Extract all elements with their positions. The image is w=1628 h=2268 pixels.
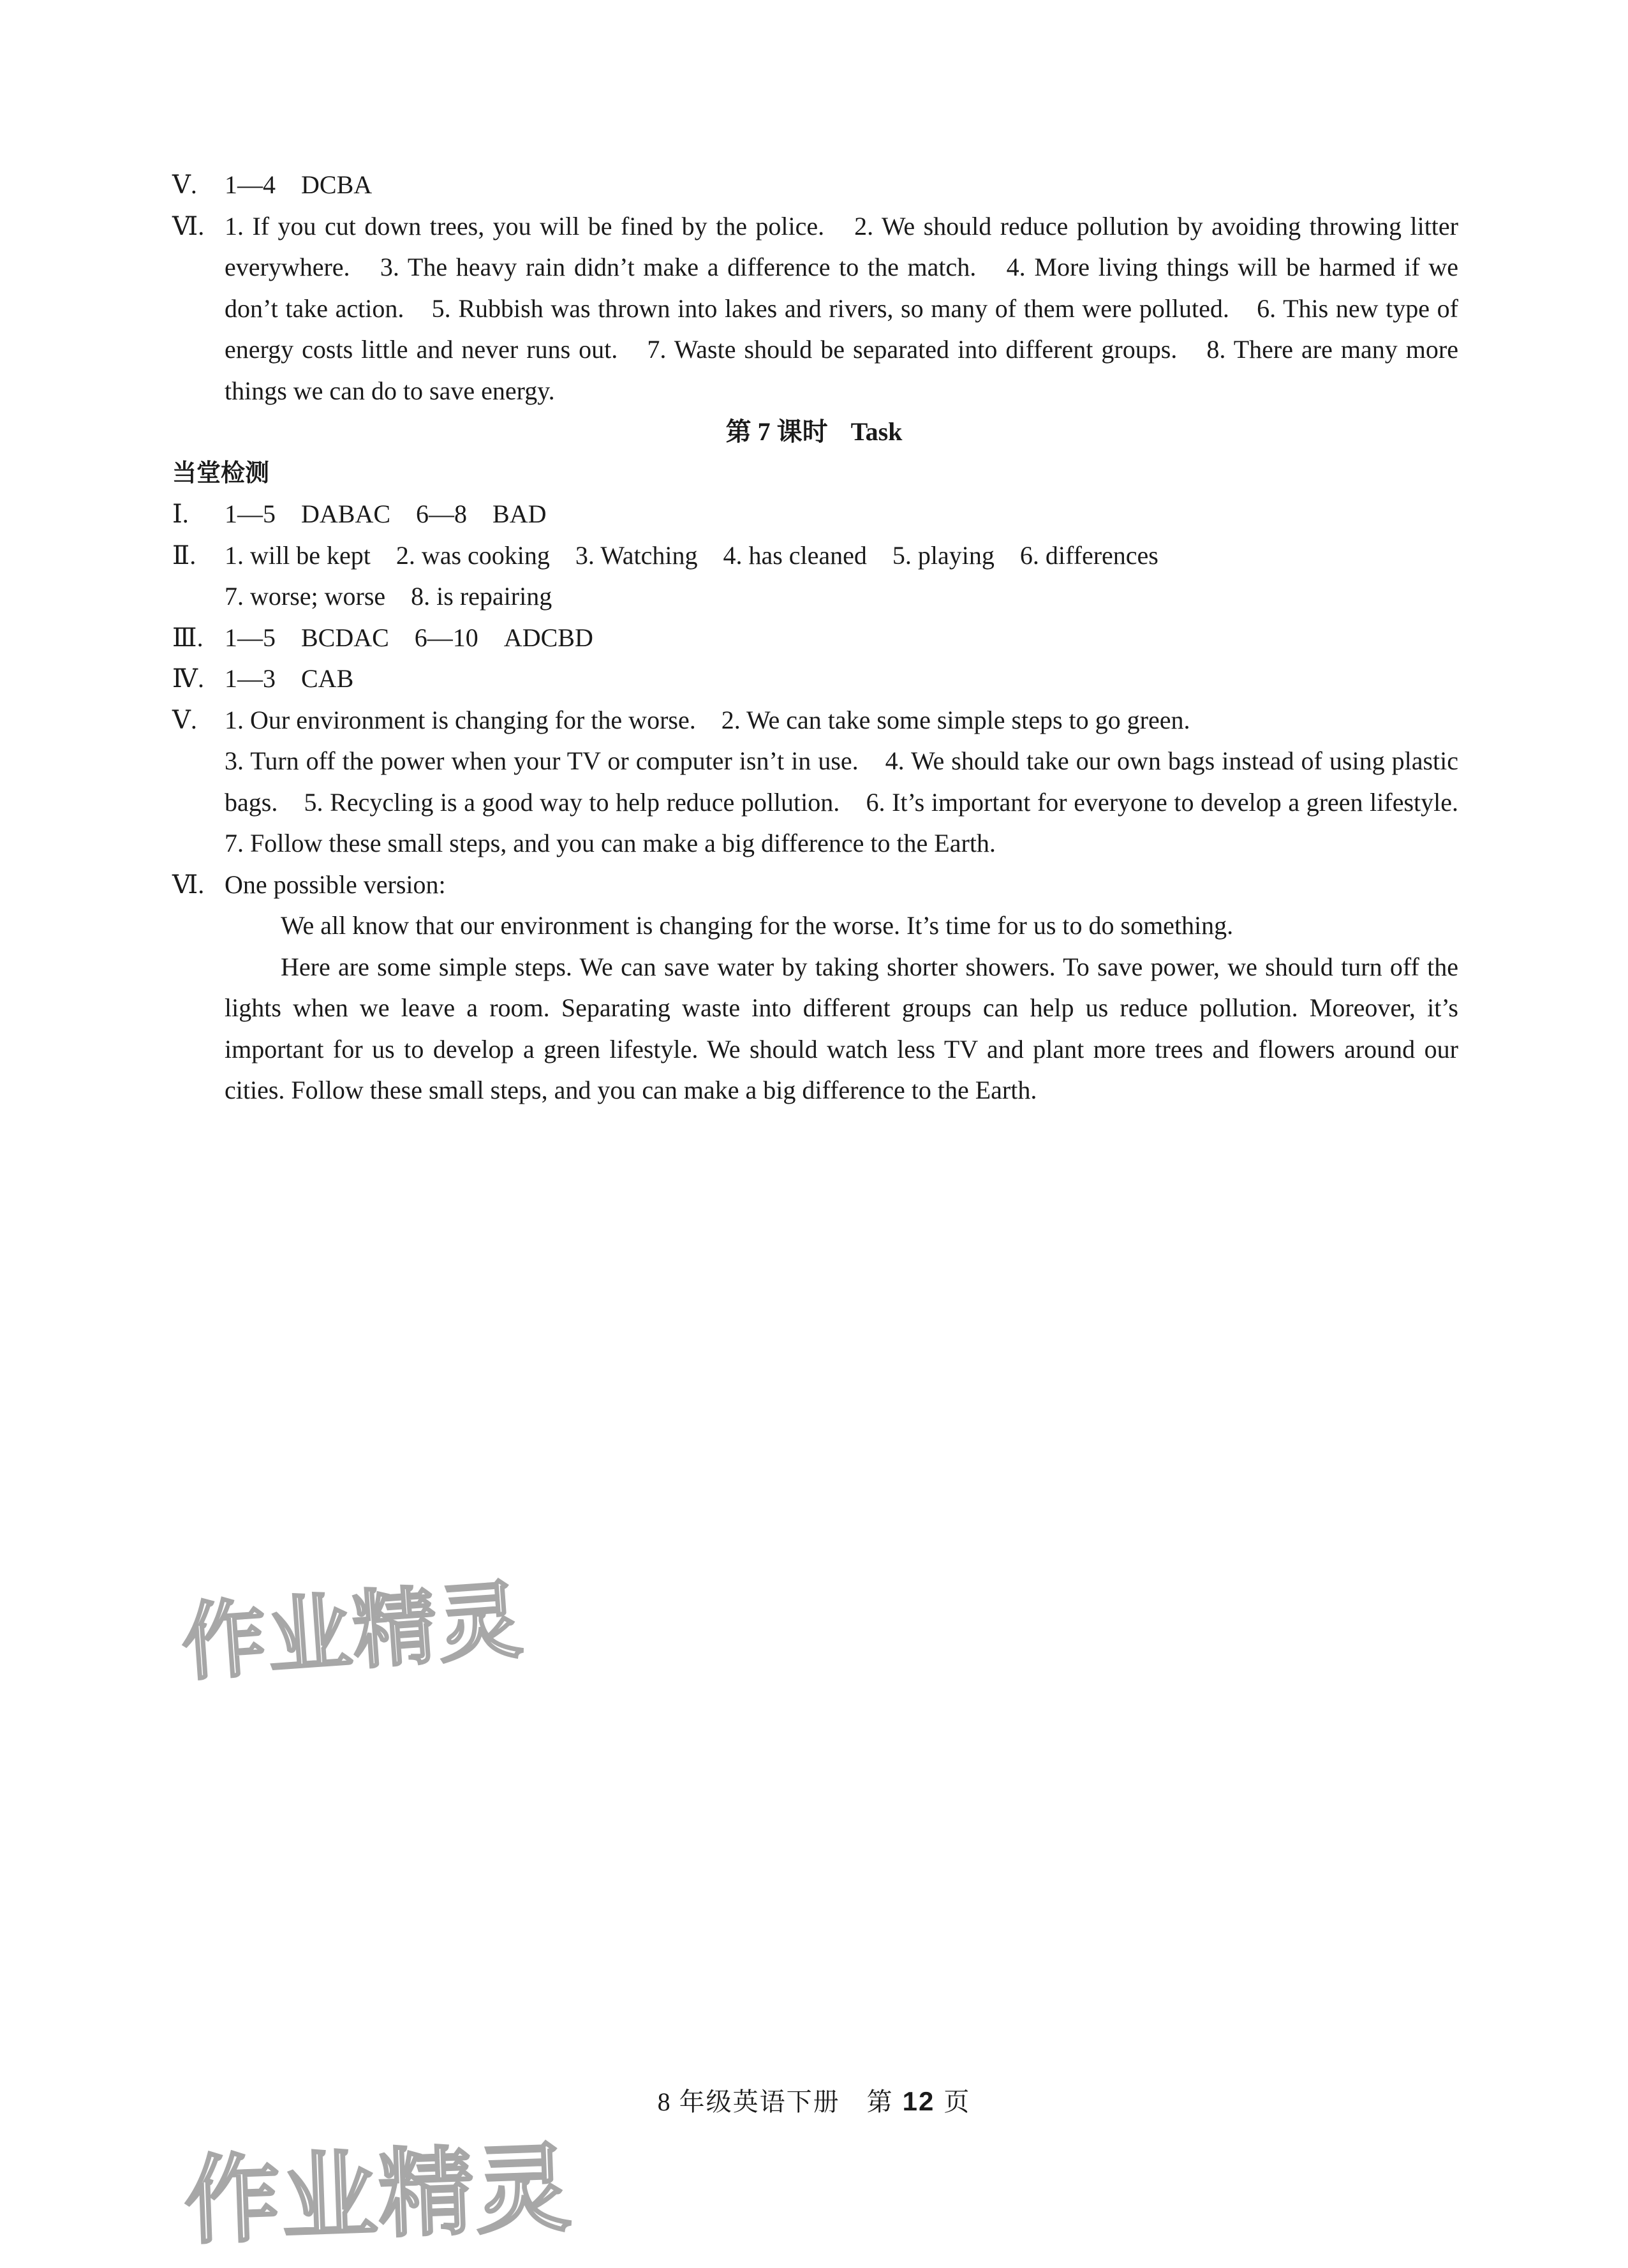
footer-suffix: 页 xyxy=(944,2087,971,2116)
watermark-logo: 作业精灵 xyxy=(179,1571,527,1693)
answer-i xyxy=(172,494,1458,535)
roman-numeral: Ⅱ. xyxy=(172,540,196,570)
essay-paragraph: We all know that our environment is changing for the worse. It’s time for us to do something. xyxy=(281,911,1234,940)
answer-text: 1. If you cut down trees, you will be fined by the police. 2. We should reduce pollution by avoiding throwing litter everywhere. 3. The heavy rain didn’t make a difference to the match. 4. More living things will be harmed if we don’t take action. 5. Rubbish was thrown into lakes and rivers, so many of them were polluted. 6. This new type of energy costs little and never runs out. 7. Waste should be separated into different groups. 8. There are many more things we can do to save energy. xyxy=(225,211,1458,405)
answer-line: 1. will be kept 2. was cooking 3. Watching 4. has cleaned 5. playing 6. differences xyxy=(225,540,1158,570)
page-footer xyxy=(0,2081,1628,2123)
answer-text: 1—3 CAB xyxy=(225,664,354,693)
previous-answers xyxy=(172,165,1458,411)
answer-line: 7. worse; worse 8. is repairing xyxy=(225,582,552,611)
answer-vi-prev xyxy=(172,206,1458,412)
answer-ii xyxy=(172,535,1458,618)
roman-numeral: Ⅰ. xyxy=(172,500,189,528)
answer-line: 1. Our environment is changing for the worse. 2. We can take some simple steps to go green. xyxy=(225,705,1190,734)
answer-v-prev xyxy=(172,165,1458,206)
lesson-title xyxy=(0,411,1628,453)
watermark-logo: 作业精灵 xyxy=(182,2133,574,2258)
roman-numeral: Ⅵ. xyxy=(172,870,205,899)
lesson-title-en: Task xyxy=(850,417,903,446)
answer-vi xyxy=(172,864,1458,1111)
roman-numeral: Ⅲ. xyxy=(172,623,204,652)
roman-numeral: Ⅳ. xyxy=(172,664,204,693)
answer-iii xyxy=(172,618,1458,659)
lesson-title-cn: 第 7 课时 xyxy=(725,417,828,446)
footer-prefix: 8 年级英语下册 第 xyxy=(657,2087,894,2116)
page-number: 12 xyxy=(902,2086,935,2116)
essay-paragraph: Here are some simple steps. We can save water by taking shorter showers. To save power, we should turn off the lights when we leave a room. Separating waste into different groups can help us reduce pollution. Moreover, it’s important for us to develop a green lifestyle. We should watch less TV and plant more trees and flowers around our cities. Follow these small steps, and you can make a big difference to the Earth. xyxy=(225,952,1458,1104)
roman-numeral: Ⅴ. xyxy=(172,170,197,199)
answer-v xyxy=(172,700,1484,864)
answer-text: 1—4 DCBA xyxy=(225,170,373,199)
answer-text: 1—5 DABAC 6—8 BAD xyxy=(225,500,547,528)
answer-text: 1—5 BCDAC 6—10 ADCBD xyxy=(225,623,593,652)
essay-intro: One possible version: xyxy=(225,870,446,899)
roman-numeral: Ⅴ. xyxy=(172,705,197,734)
answer-iv xyxy=(172,658,1458,700)
answer-paragraph: 3. Turn off the power when your TV or computer isn’t in use. 4. We should take our own bags instead of using plastic bags. 5. Recycling is a good way to help reduce pollution. 6. It’s important for everyone to develop a green lifestyle. 7. Follow these small steps, and you can make a big difference to the Earth. xyxy=(225,746,1484,857)
section-heading: 当堂检测 xyxy=(172,459,270,487)
roman-numeral: Ⅵ. xyxy=(172,211,205,241)
lesson-answers xyxy=(172,494,1484,1111)
